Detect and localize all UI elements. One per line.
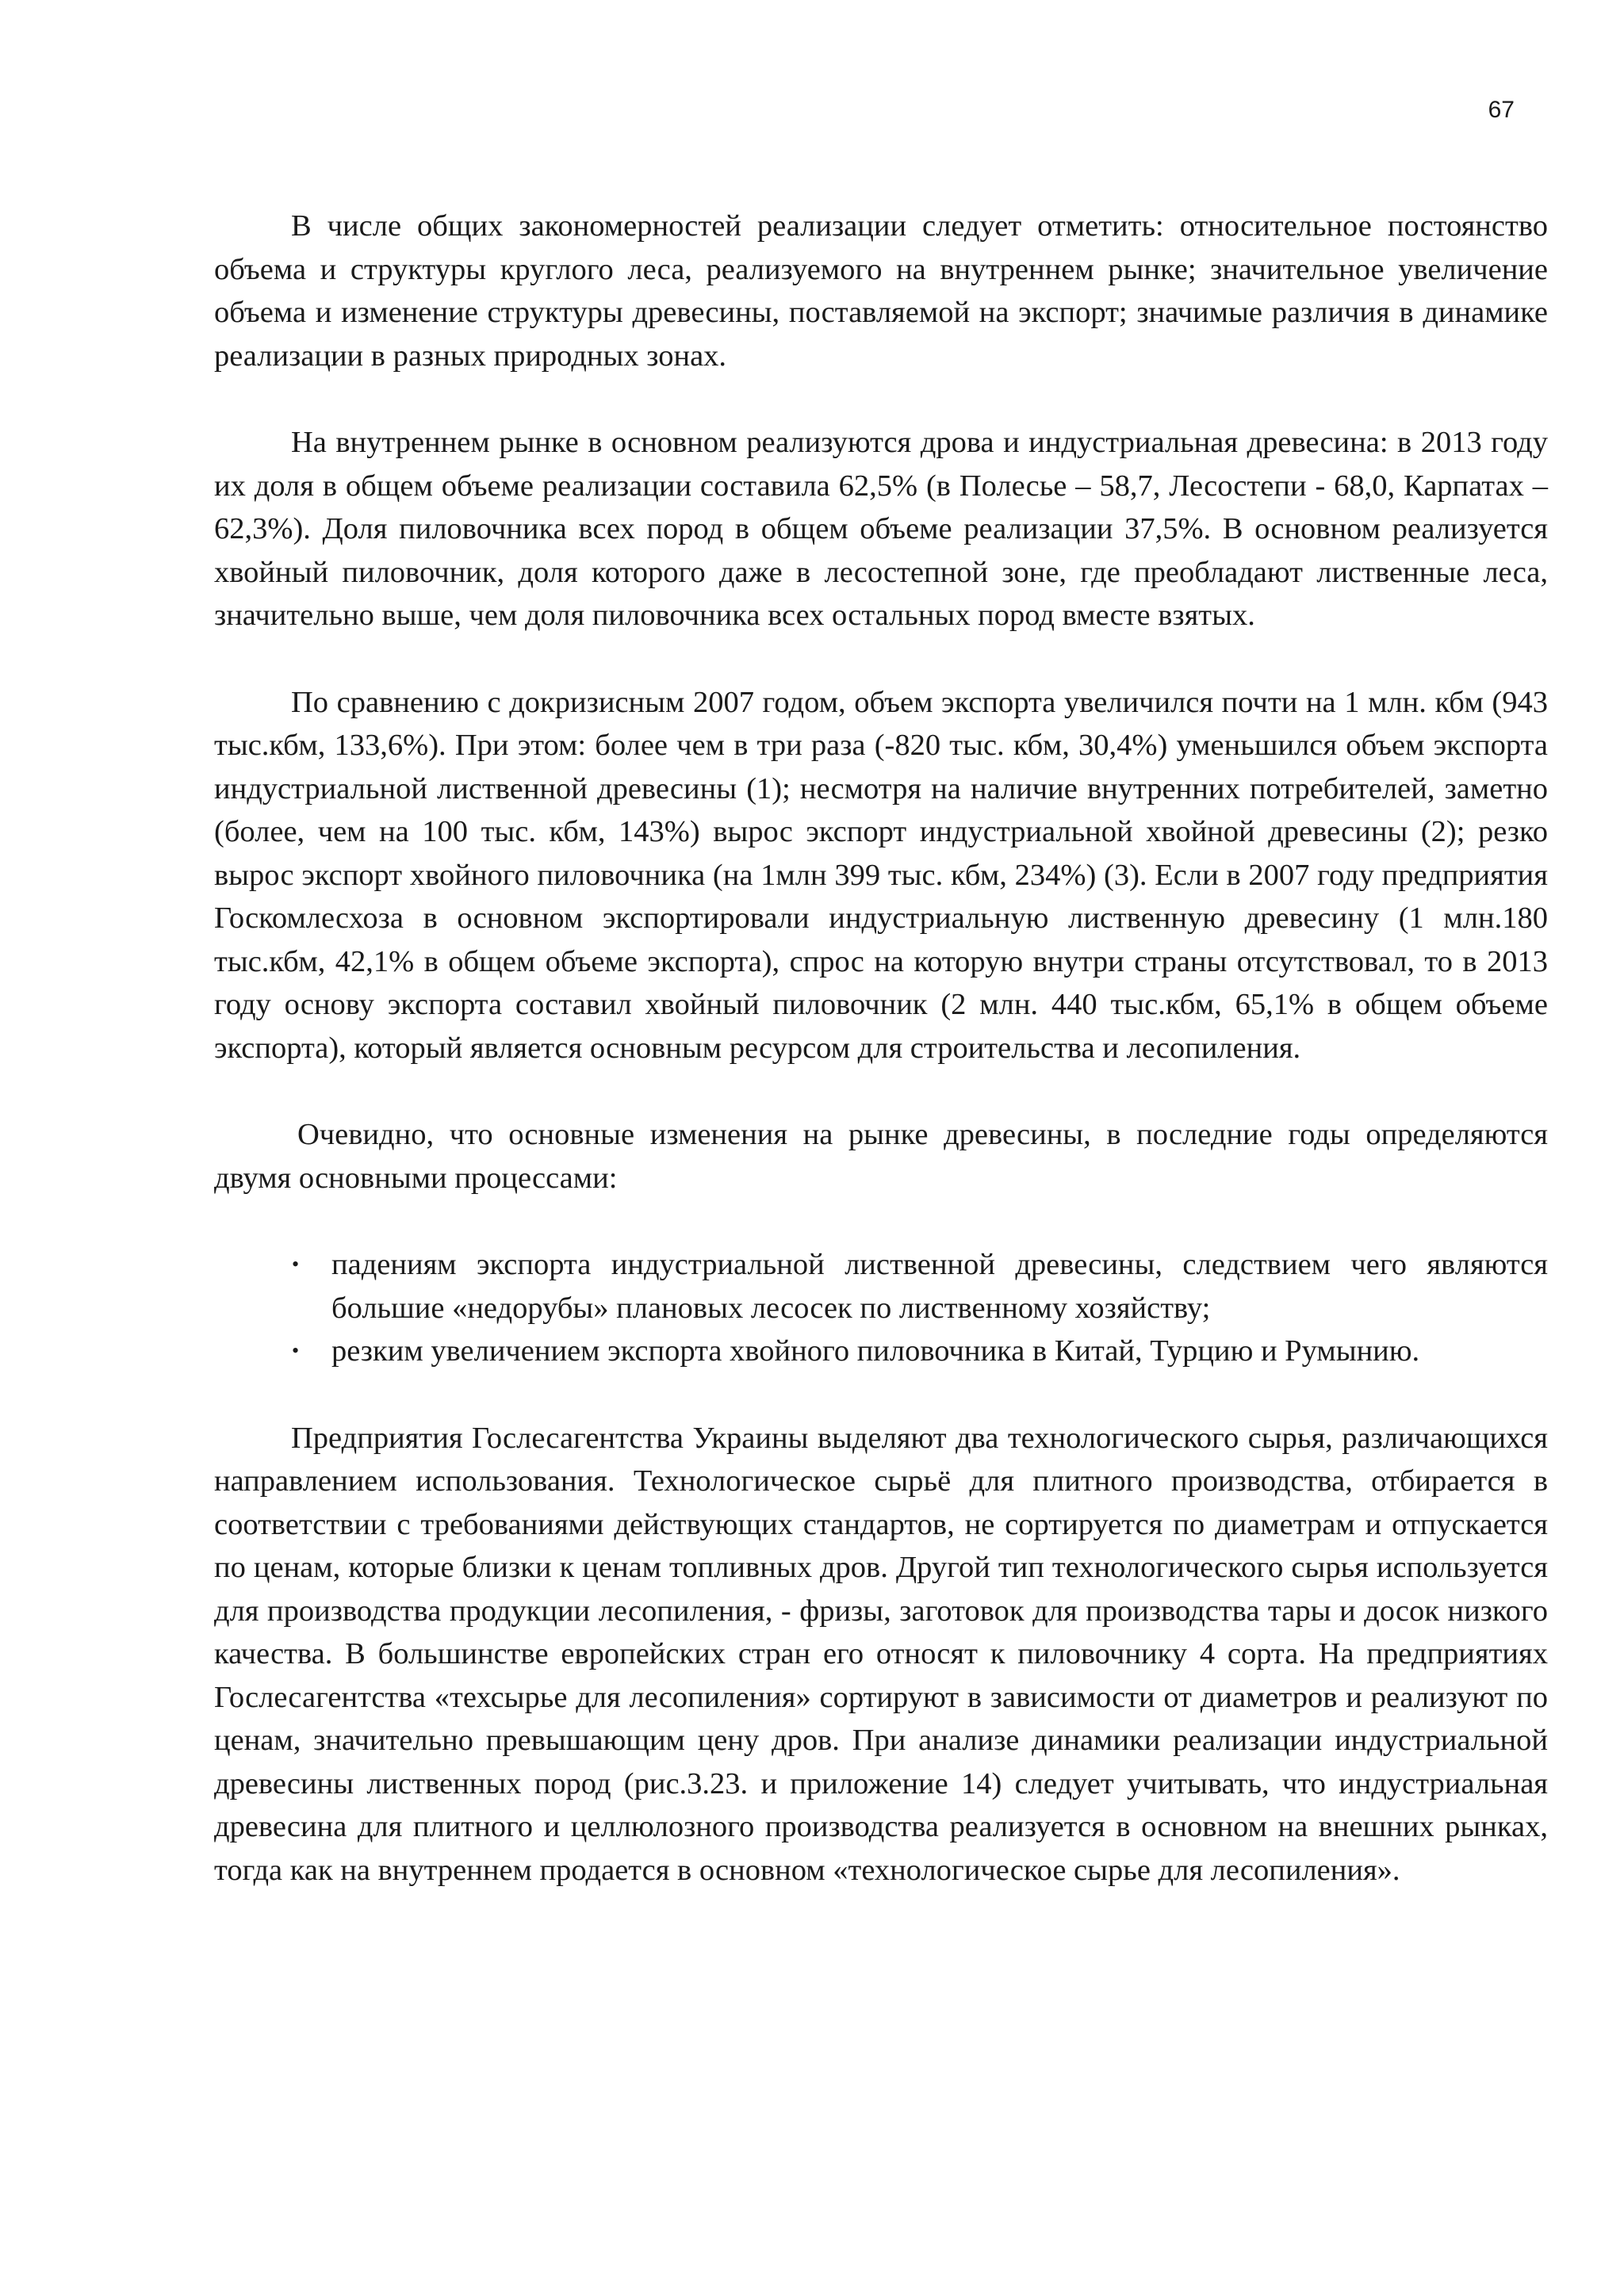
bullet-icon: •	[292, 1253, 300, 1276]
paragraph-main-processes: Очевидно, что основные изменения на рынке древесины, в последние годы определяются двумя основными процессами:	[214, 1118, 1548, 1195]
document-body	[214, 205, 1548, 1935]
paragraph-domestic-market: На внутреннем рынке в основном реализуются дрова и индустриальная древесина: в 2013 году их доля в общем объеме реализации составила 62,5% (в Полесье – 58,7, Лесостепи - 68,0, Карпатах – 62,3%). Доля пиловочника всех пород в общем объеме реализации 37,5%. В основном реализуется хвойный пиловочник, доля которого даже в лесостепной зоне, где преобладают лиственные леса, значительно выше, чем доля пиловочника всех остальных пород вместе взятых.	[214, 426, 1548, 632]
paragraph-export-growth: По сравнению с докризисным 2007 годом, объем экспорта увеличился почти на 1 млн. кбм (943 тыс.кбм, 133,6%). При этом: более чем в три раза (-820 тыс. кбм, 30,4%) уменьшился объем экспорта индустриальной лиственной древесины (1); несмотря на наличие внутренних потребителей, заметно (более, чем на 100 тыс. кбм, 143%) вырос экспорт индустриальной хвойной древесины (2); резко вырос экспорт хвойного пиловочника (на 1млн 399 тыс. кбм, 234%) (3). Если в 2007 году предприятия Госкомлесхоза в основном экспортировали индустриальную лиственную древесину (1 млн.180 тыс.кбм, 42,1% в общем объеме экспорта), спрос на которую внутри страны отсутствовал, то в 2013 году основу экспорта составил хвойный пиловочник (2 млн. 440 тыс.кбм, 65,1% в общем объеме экспорта), который является основным ресурсом для строительства и лесопиления.	[214, 685, 1548, 1065]
page-number: 67	[1488, 97, 1515, 123]
paragraph-regularities: В числе общих закономерностей реализации следует отметить: относительное постоянство объема и структуры круглого леса, реализуемого на внутреннем рынке; значительное увеличение объема и изменение структуры древесины, поставляемой на экспорт; значимые различия в динамике реализации в разных природных зонах.	[214, 209, 1548, 373]
paragraph-technological-raw: Предприятия Гослесагентства Украины выделяют два технологического сырья, различающихся направлением использования. Технологическое сырьё для плитного производства, отбирается в соответствии с требованиями действующих стандартов, не сортируется по диаметрам и отпускается по ценам, которые близки к ценам топливных дров. Другой тип технологического сырья используется для производства продукции лесопиления, - фризы, заготовок для производства тары и досок низкого качества. В большинстве европейских стран его относят к пиловочнику 4 сорта. На предприятиях Гослесагентства «техсырье для лесопиления» сортируют в зависимости от диаметров и реализуют по ценам, значительно превышающим цену дров. При анализе динамики реализации индустриальной древесины лиственных пород (рис.3.23. и приложение 14) следует учитывать, что индустриальная древесина для плитного и целлюлозного производства реализуется в основном на внешних рынках, тогда как на внутреннем продается в основном «технологическое сырье для лесопиления».	[214, 1421, 1548, 1887]
process-list	[214, 1243, 1548, 1373]
list-item-text: падениям экспорта индустриальной лиственной древесины, следствием чего являются большие «недорубы» плановых лесосек по лиственному хозяйству;	[331, 1248, 1548, 1325]
list-item	[214, 1330, 1548, 1373]
list-item-text: резким увеличением экспорта хвойного пиловочника в Китай, Турцию и Румынию.	[331, 1334, 1420, 1368]
list-item	[214, 1243, 1548, 1330]
bullet-icon: •	[292, 1339, 300, 1362]
